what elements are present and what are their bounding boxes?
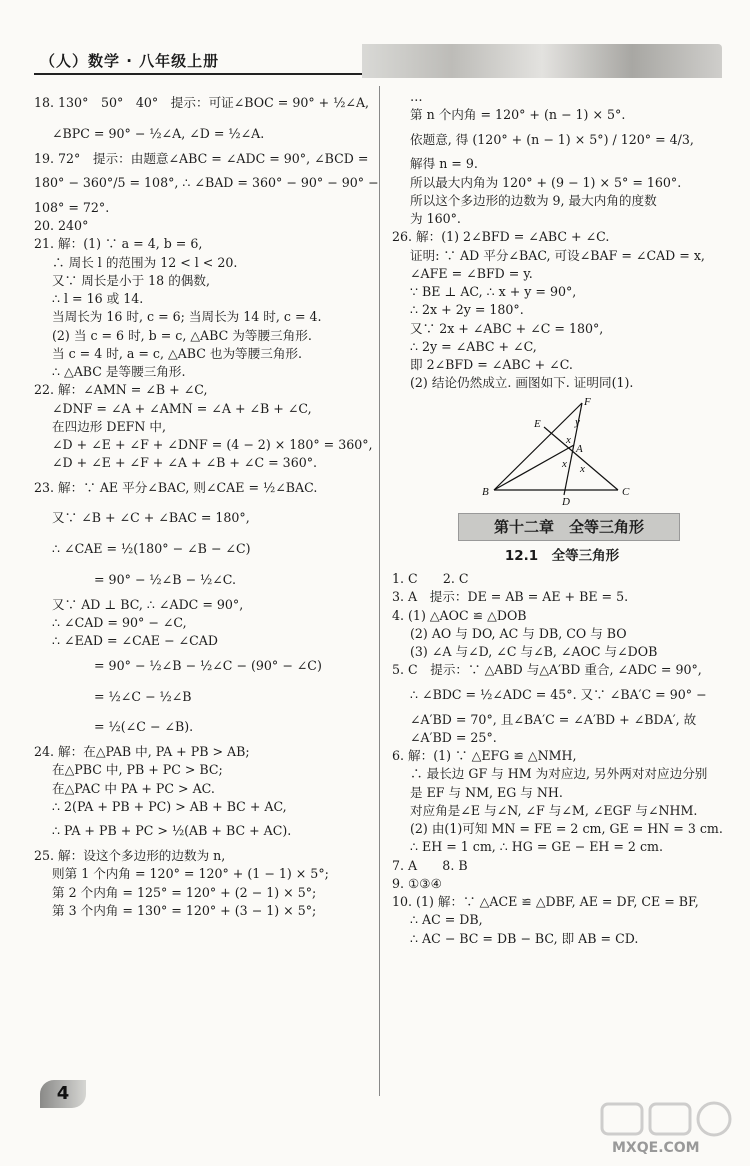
answer-line: 10. (1) 解：∵ △ACE ≌ △DBF, AE = DF, CE = BF,: [392, 894, 699, 909]
answer-line: 证明: ∵ AD 平分∠BAC, 可设∠BAF = ∠CAD = x,: [410, 247, 705, 263]
label-y: y: [575, 415, 580, 428]
column-divider: [379, 86, 380, 1096]
header-rule: [34, 73, 364, 75]
answer-line: ∴ ∠EAD = ∠CAE − ∠CAD: [52, 633, 218, 649]
answer-line: (2) 当 c = 6 时, b = c, △ABC 为等腰三角形.: [52, 327, 312, 343]
answer-line: 19. 72° 提示：由题意∠ABC = ∠ADC = 90°, ∠BCD =: [34, 150, 369, 166]
answer-line: 108° = 72°.: [34, 199, 110, 215]
answer-line: 20. 240°: [34, 218, 89, 234]
answer-line: 24. 解：在△PAB 中, PA + PB > AB;: [34, 744, 250, 760]
segment-bf: [494, 403, 582, 490]
answer-line: ∴ 2y = ∠ABC + ∠C,: [410, 338, 537, 354]
answer-line: 即 2∠BFD = ∠ABC + ∠C.: [410, 357, 573, 373]
answer-line: 第 3 个内角 = 130° = 120° + (3 − 1) × 5°;: [52, 902, 317, 918]
answer-line: 对应角是∠E 与∠N, ∠F 与∠M, ∠EGF 与∠NHM.: [410, 802, 698, 818]
answer-line: (2) AO 与 DO, AC 与 DB, CO 与 BO: [410, 625, 627, 641]
answer-line: ∴ 2(PA + PB + PC) > AB + BC + AC,: [52, 798, 287, 814]
answer-line: 又∵ ∠B + ∠C + ∠BAC = 180°,: [52, 510, 250, 526]
answer-line: (3) ∠A 与∠D, ∠C 与∠B, ∠AOC 与∠DOB: [410, 644, 658, 660]
answer-line: ∵ BE ⊥ AC, ∴ x + y = 90°,: [410, 284, 577, 300]
answer-line: 25. 解：设这个多边形的边数为 n,: [34, 848, 226, 864]
left-column: [34, 88, 379, 920]
answer-line: 第 n 个内角 = 120° + (n − 1) × 5°.: [410, 107, 626, 123]
label-e: E: [534, 417, 541, 430]
answer-line: ∠DNF = ∠A + ∠AMN = ∠A + ∠B + ∠C,: [52, 400, 312, 416]
answer-line: ∴ 2x + 2y = 180°.: [410, 302, 524, 318]
answer-line: 所以最大内角为 120° + (9 − 1) × 5° = 160°.: [410, 174, 682, 190]
geometry-diagram: [480, 395, 640, 505]
answer-line: 为 160°.: [410, 211, 461, 227]
answer-line: ∴ AC − BC = DB − BC, 即 AB = CD.: [410, 930, 639, 946]
answer-line: 在△PAC 中 PA + PC > AC.: [52, 780, 215, 796]
label-f: F: [584, 395, 591, 408]
answer-line: 6. 解：(1) ∵ △EFG ≌ △NMH,: [392, 748, 577, 763]
answer-line: 则第 1 个内角 = 120° = 120° + (1 − 1) × 5°;: [52, 866, 329, 882]
answer-line: 解得 n = 9.: [410, 156, 478, 172]
label-x1: x: [566, 433, 571, 446]
answer-line: 当周长为 16 时, c = 6; 当周长为 14 时, c = 4.: [52, 309, 322, 325]
answer-line: ∴ ∠BDC = ½∠ADC = 45°. 又∵ ∠BA′C = 90° −: [410, 686, 707, 702]
answer-line: ∴ AC = DB,: [410, 912, 483, 928]
answer-line: ∠D + ∠E + ∠F + ∠A + ∠B + ∠C = 360°.: [52, 455, 318, 471]
answer-line: ∴ 最长边 GF 与 HM 为对应边, 另外两对对应边分别: [410, 766, 708, 782]
answer-line: …: [410, 89, 423, 104]
label-x3: x: [580, 462, 585, 475]
segment-ec: [544, 427, 618, 490]
label-x2: x: [562, 457, 567, 470]
answer-line: = ½∠C − ½∠B: [94, 688, 192, 704]
page-header: [0, 0, 750, 80]
answer-line: ∴ 周长 l 的范围为 12 < l < 20.: [52, 254, 238, 270]
answer-line: ∴ △ABC 是等腰三角形.: [52, 364, 186, 380]
answer-line: 又∵ AD ⊥ BC, ∴ ∠ADC = 90°,: [52, 596, 244, 612]
answer-line: 5. C 提示：∵ △ABD 与△A′BD 重合, ∠ADC = 90°,: [392, 662, 702, 678]
answer-line: ∠A′BD = 25°.: [410, 729, 497, 745]
answer-line: 9. ①③④: [392, 875, 442, 891]
answer-line: ∠AFE = ∠BFD = y.: [410, 265, 533, 281]
answer-line: 7. A 8. B: [392, 857, 468, 873]
right-column: [392, 88, 732, 948]
section-title: 12.1 全等三角形: [504, 547, 620, 564]
label-d: D: [562, 495, 570, 505]
page-number: 4: [40, 1080, 86, 1108]
answer-line: ∴ EH = 1 cm, ∴ HG = GE − EH = 2 cm.: [410, 839, 663, 855]
answer-line: (2) 结论仍然成立. 画图如下. 证明同(1).: [410, 375, 634, 391]
answer-line: ∴ l = 16 或 14.: [52, 291, 144, 307]
answer-line: 又∵ 周长是小于 18 的偶数,: [52, 272, 210, 288]
answer-line: 是 EF 与 NM, EG 与 NH.: [410, 784, 563, 800]
answer-line: = ½(∠C − ∠B).: [94, 719, 194, 735]
header-banner-image: [362, 44, 722, 78]
answer-line: 1. C 2. C: [392, 571, 469, 587]
answer-line: ∠D + ∠E + ∠F + ∠DNF = (4 − 2) × 180° = 360°,: [52, 437, 373, 453]
answer-line: ∠A′BD = 70°, 且∠BA′C = ∠A′BD + ∠BDA′, 故: [410, 711, 697, 727]
answer-line: ∴ ∠CAE = ½(180° − ∠B − ∠C): [52, 541, 251, 557]
answer-line: 3. A 提示：DE = AB = AE + BE = 5.: [392, 589, 629, 605]
watermark-url: MXQE.COM: [612, 1140, 700, 1156]
chapter-title: 第十二章 全等三角形: [458, 513, 680, 541]
answer-line: = 90° − ½∠B − ½∠C − (90° − ∠C): [94, 657, 322, 673]
header-title: （人）数学 · 八年级上册: [40, 52, 220, 70]
answer-line: ∠BPC = 90° − ½∠A, ∠D = ½∠A.: [52, 125, 265, 141]
answer-line: 依题意, 得 (120° + (n − 1) × 5°) / 120° = 4/3,: [410, 131, 694, 147]
answer-line: = 90° − ½∠B − ½∠C.: [94, 572, 236, 588]
answer-line: 22. 解：∠AMN = ∠B + ∠C,: [34, 382, 208, 398]
answer-line: 21. 解：(1) ∵ a = 4, b = 6,: [34, 236, 203, 252]
answer-line: 180° − 360°/5 = 108°, ∴ ∠BAD = 360° − 90° − 90° −: [34, 174, 379, 190]
answer-line: 所以这个多边形的边数为 9, 最大内角的度数: [410, 192, 657, 208]
answer-line: 在△PBC 中, PB + PC > BC;: [52, 762, 223, 778]
answer-line: 18. 130° 50° 40° 提示：可证∠BOC = 90° + ½∠A,: [34, 95, 370, 110]
answer-line: 26. 解：(1) 2∠BFD = ∠ABC + ∠C.: [392, 229, 610, 245]
answer-line: 23. 解：∵ AE 平分∠BAC, 则∠CAE = ½∠BAC.: [34, 479, 318, 495]
answer-line: 在四边形 DEFN 中,: [52, 418, 167, 434]
label-c: C: [622, 485, 630, 498]
answer-line: 当 c = 4 时, a = c, △ABC 也为等腰三角形.: [52, 345, 303, 361]
answer-line: 又∵ 2x + ∠ABC + ∠C = 180°,: [410, 320, 604, 336]
answer-line: ∴ PA + PB + PC > ½(AB + BC + AC).: [52, 823, 292, 839]
answer-line: 第 2 个内角 = 125° = 120° + (2 − 1) × 5°;: [52, 884, 317, 900]
answer-line: ∴ ∠CAD = 90° − ∠C,: [52, 615, 187, 631]
label-a: A: [576, 442, 583, 455]
answer-line: (2) 由(1)可知 MN = FE = 2 cm, GE = HN = 3 cm.: [410, 821, 723, 836]
label-b: B: [482, 485, 489, 498]
answer-line: 4. (1) △AOC ≌ △DOB: [392, 607, 527, 623]
